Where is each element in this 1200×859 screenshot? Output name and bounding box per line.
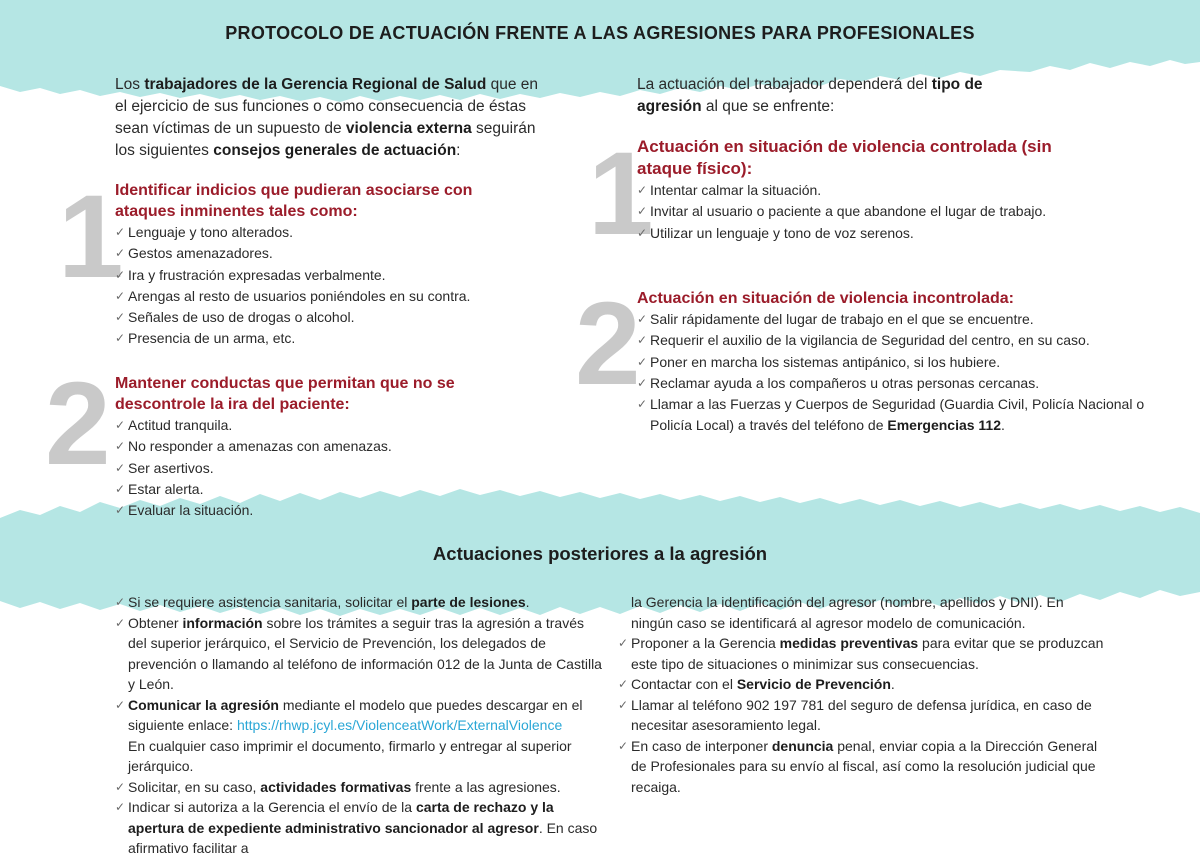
bottom-left-column — [115, 592, 603, 859]
list-item-text: Indicar si autoriza a la Gerencia el envío de la — [128, 799, 416, 815]
right-section-1-list — [637, 180, 1057, 244]
list-item: ✓ Salir rápidamente del lugar de trabajo en el que se encuentre. — [637, 309, 1147, 330]
left-section-2 — [115, 373, 535, 521]
list-item: ✓ Reclamar ayuda a los compañeros u otras personas cercanas. — [637, 373, 1147, 394]
emergency-number: Emergencias 112 — [887, 417, 1002, 434]
left-section-1 — [115, 180, 535, 350]
list-item: ✓ Actitud tranquila. — [115, 415, 535, 436]
bottom-left-list — [115, 592, 603, 859]
list-item — [115, 613, 603, 695]
list-item: ✓ No responder a amenazas con amenazas. — [115, 436, 535, 457]
list-item — [115, 695, 603, 777]
left-step-number-2: 2 — [45, 358, 111, 490]
list-item-bold: Servicio de Prevención — [736, 676, 891, 692]
list-item: ✓ Llamar al teléfono 902 197 781 del seguro de defensa jurídica, en caso de necesitar asesoramiento legal. — [618, 695, 1108, 736]
intro-right-bold-1: tipo de agresión — [637, 76, 983, 115]
list-item-continuation: la Gerencia la identificación del agresor (nombre, apellidos y DNI). En ningún caso se identificará al agresor modelo de comunicación. — [631, 594, 1064, 631]
list-item: ✓ Estar alerta. — [115, 479, 535, 500]
list-item: ✓ Ser asertivos. — [115, 458, 535, 479]
list-item: ✓ Ira y frustración expresadas verbalmente. — [115, 265, 535, 286]
bottom-title: Actuaciones posteriores a la agresión — [432, 543, 768, 564]
bottom-right-list — [618, 592, 1108, 797]
list-item — [618, 674, 1108, 695]
list-item: ✓ Gestos amenazadores. — [115, 243, 535, 264]
right-section-2-list — [637, 309, 1147, 437]
list-item-text: . En caso afirmativo facilitar a — [128, 819, 598, 856]
intro-left-text-1: Los — [115, 76, 145, 93]
list-item-bold: parte de lesiones — [411, 594, 526, 610]
list-item-text: Contactar con el — [631, 676, 737, 692]
right-step-number-2: 2 — [575, 278, 641, 410]
list-item-text: En caso de interponer — [631, 737, 772, 754]
left-section-2-list — [115, 415, 535, 521]
right-section-1 — [637, 136, 1057, 244]
list-item-text: . — [525, 594, 530, 610]
right-section-2-heading: Actuación en situación de violencia incontrolada: — [637, 290, 1014, 307]
list-item: ✓ Presencia de un arma, etc. — [115, 328, 535, 349]
list-item-text: sobre los trámites a seguir tras la agresión a través del superior jerárquico, el Servicio de Prevención, los delegados de prevención o llamando al teléfono de información 012 de la Junta de Castilla y León. — [128, 614, 602, 692]
list-item-bold: denuncia — [771, 737, 834, 754]
list-item-bold: actividades formativas — [260, 778, 412, 795]
list-item-text: frente a las agresiones. — [411, 778, 561, 795]
list-item — [115, 777, 603, 798]
list-item-bold: carta de rechazo y la apertura de expediente administrativo sancionador al agresor — [128, 799, 554, 836]
list-item — [618, 633, 1108, 674]
intro-left-bold-1: trabajadores de la Gerencia Regional de Salud — [144, 76, 487, 93]
right-step-number-1: 1 — [588, 128, 654, 260]
right-section-2 — [637, 288, 1147, 437]
list-item-text: Proponer a la Gerencia — [631, 635, 780, 651]
bottom-right-column — [618, 592, 1108, 797]
list-item — [115, 592, 603, 613]
page-title: PROTOCOLO DE ACTUACIÓN FRENTE A LAS AGRESIONES PARA PROFESIONALES — [225, 23, 975, 43]
intro-left-text-4: : — [456, 142, 461, 159]
list-item: ✓ Intentar calmar la situación. — [637, 180, 1057, 201]
intro-left-bold-3: consejos generales de actuación — [213, 142, 457, 159]
list-item — [618, 736, 1108, 798]
list-item-text: penal, enviar copia a la Dirección General de Profesionales para su envío al fiscal, así como la resolución judicial que recaiga. — [631, 737, 1098, 795]
list-item: ✓ Evaluar la situación. — [115, 500, 535, 521]
list-item — [115, 797, 603, 859]
intro-right — [637, 74, 1037, 118]
list-item: ✓ Requerir el auxilio de la vigilancia de Seguridad del centro, en su caso. — [637, 330, 1147, 351]
list-item-text: Si se requiere asistencia sanitaria, solicitar el — [128, 594, 412, 610]
list-item — [637, 394, 1147, 437]
intro-right-text-1: La actuación del trabajador dependerá del — [637, 76, 932, 93]
intro-left — [115, 74, 545, 162]
list-item-text: Obtener — [128, 614, 183, 631]
list-item-text: . — [890, 676, 895, 692]
list-item-text: Solicitar, en su caso, — [128, 778, 261, 795]
intro-left-bold-2: violencia externa — [345, 120, 472, 137]
list-item-text: Llamar a las Fuerzas y Cuerpos de Seguridad (Guardia Civil, Policía Nacional o Policía Local) a través del teléfono de — [650, 396, 1145, 434]
list-item: ✓ Arengas al resto de usuarios poniéndoles en su contra. — [115, 286, 535, 307]
list-item: ✓ Lenguaje y tono alterados. — [115, 222, 535, 243]
left-step-number-1: 1 — [58, 171, 124, 303]
list-item-bold: información — [182, 614, 263, 631]
list-item-text: . — [1001, 417, 1005, 434]
left-section-1-list — [115, 222, 535, 350]
list-item-bold: medidas preventivas — [779, 635, 919, 651]
left-section-2-heading: Mantener conductas que permitan que no se descontrole la ira del paciente: — [115, 375, 455, 413]
intro-left-text-3: seguirán los siguientes — [115, 120, 536, 159]
list-item-note: En cualquier caso imprimir el documento, firmarlo y entregar al superior jerárquico. — [128, 737, 572, 774]
intro-right-text-2: al que se enfrente: — [701, 98, 835, 115]
list-item: ✓ Invitar al usuario o paciente a que abandone el lugar de trabajo. — [637, 201, 1057, 222]
list-item: ✓ Poner en marcha los sistemas antipánico, si los hubiere. — [637, 352, 1147, 373]
download-link[interactable]: https://rhwp.jcyl.es/ViolenceatWork/ExternalViolence — [236, 717, 563, 733]
list-item-text: mediante el modelo que puedes descargar en el siguiente enlace: — [128, 696, 583, 733]
right-section-1-heading: Actuación en situación de violencia controlada (sin ataque físico): — [637, 137, 1052, 178]
list-item: ✓ Señales de uso de drogas o alcohol. — [115, 307, 535, 328]
list-item-text: para evitar que se produzcan este tipo de situaciones o minimizar sus consecuencias. — [631, 635, 1104, 672]
intro-left-text-2: que en el ejercicio de sus funciones o como consecuencia de éstas sean víctimas de un supuesto de — [115, 76, 539, 137]
left-section-1-heading: Identificar indicios que pudieran asociarse con ataques inminentes tales como: — [115, 182, 473, 220]
list-item-bold: Comunicar la agresión — [128, 696, 279, 713]
list-item: ✓ Utilizar un lenguaje y tono de voz serenos. — [637, 223, 1057, 244]
